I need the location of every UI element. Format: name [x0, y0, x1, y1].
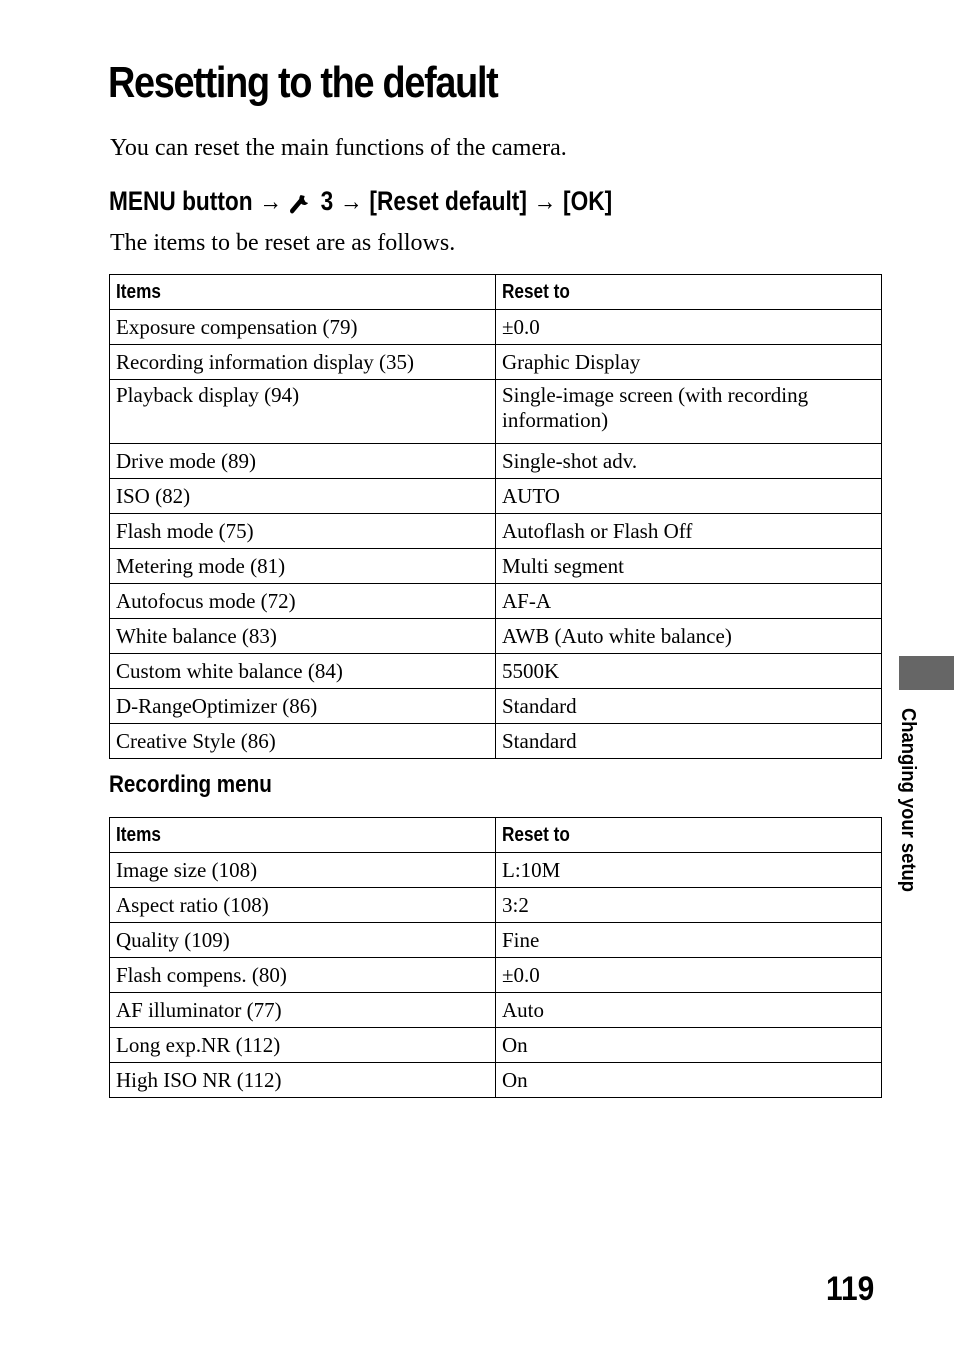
table-row: [110, 888, 882, 923]
reset-value-cell: Fine: [496, 923, 882, 958]
table-row: [110, 444, 882, 479]
recording-menu-heading: Recording menu: [109, 771, 272, 798]
item-cell: Quality (109): [110, 923, 496, 958]
reset-value-cell: Autoflash or Flash Off: [496, 514, 882, 549]
reset-value-cell: On: [496, 1028, 882, 1063]
item-cell: AF illuminator (77): [110, 993, 496, 1028]
reset-value-cell: Standard: [496, 689, 882, 724]
item-cell: Flash mode (75): [110, 514, 496, 549]
table-row: [110, 549, 882, 584]
arrow-icon: →: [533, 186, 557, 216]
table-row: [110, 584, 882, 619]
table-row: [110, 853, 882, 888]
item-cell: Metering mode (81): [110, 549, 496, 584]
reset-value-cell: L:10M: [496, 853, 882, 888]
table-row: [110, 689, 882, 724]
column-header-items: Items: [110, 275, 496, 310]
arrow-icon: →: [339, 186, 363, 216]
item-cell: Custom white balance (84): [110, 654, 496, 689]
menu-tab-number: 3: [320, 186, 334, 216]
item-cell: High ISO NR (112): [110, 1063, 496, 1098]
items-note: The items to be reset are as follows.: [110, 230, 456, 256]
table-row: [110, 619, 882, 654]
item-cell: Image size (108): [110, 853, 496, 888]
table-row: [110, 1028, 882, 1063]
item-cell: Playback display (94): [110, 380, 496, 444]
table-header-row: [110, 275, 882, 310]
recording-menu-table: [109, 817, 882, 1098]
table-row: [110, 514, 882, 549]
table-row: [110, 654, 882, 689]
section-tab-marker: [899, 656, 954, 690]
table-row: [110, 380, 882, 444]
table-row: [110, 479, 882, 514]
reset-value-cell: Single-shot adv.: [496, 444, 882, 479]
table-row: [110, 1063, 882, 1098]
item-cell: Recording information display (35): [110, 345, 496, 380]
menu-confirm-ok: [OK]: [563, 186, 613, 216]
reset-value-cell: On: [496, 1063, 882, 1098]
reset-items-table: [109, 274, 882, 759]
item-cell: Long exp.NR (112): [110, 1028, 496, 1063]
item-cell: ISO (82): [110, 479, 496, 514]
table-row: [110, 345, 882, 380]
item-cell: White balance (83): [110, 619, 496, 654]
column-header-reset-to: Reset to: [496, 818, 882, 853]
table-row: [110, 724, 882, 759]
item-cell: D-RangeOptimizer (86): [110, 689, 496, 724]
intro-text: You can reset the main functions of the camera.: [110, 135, 567, 161]
item-cell: Autofocus mode (72): [110, 584, 496, 619]
reset-value-cell: AUTO: [496, 479, 882, 514]
item-cell: Drive mode (89): [110, 444, 496, 479]
table-row: [110, 310, 882, 345]
reset-value-cell: ±0.0: [496, 958, 882, 993]
page-number: 119: [826, 1270, 875, 1308]
table-row: [110, 993, 882, 1028]
reset-value-cell: Single-image screen (with recording information): [496, 380, 882, 444]
column-header-reset-to: Reset to: [496, 275, 882, 310]
item-cell: Exposure compensation (79): [110, 310, 496, 345]
menu-item-reset-default: [Reset default]: [369, 186, 527, 216]
column-header-items: Items: [110, 818, 496, 853]
table-row: [110, 958, 882, 993]
menu-path: [109, 186, 612, 217]
reset-value-cell: AWB (Auto white balance): [496, 619, 882, 654]
item-cell: Flash compens. (80): [110, 958, 496, 993]
reset-value-cell: Standard: [496, 724, 882, 759]
section-side-label: Changing your setup: [897, 708, 919, 892]
item-cell: Aspect ratio (108): [110, 888, 496, 923]
table-row: [110, 923, 882, 958]
menu-button-label: MENU button: [109, 186, 253, 216]
reset-value-cell: Graphic Display: [496, 345, 882, 380]
reset-value-cell: ±0.0: [496, 310, 882, 345]
wrench-icon: [289, 189, 314, 215]
arrow-icon: →: [259, 186, 283, 216]
reset-value-cell: Auto: [496, 993, 882, 1028]
reset-value-cell: 5500K: [496, 654, 882, 689]
reset-value-cell: 3:2: [496, 888, 882, 923]
reset-value-cell: Multi segment: [496, 549, 882, 584]
reset-value-cell: AF-A: [496, 584, 882, 619]
page-title: Resetting to the default: [108, 58, 498, 107]
item-cell: Creative Style (86): [110, 724, 496, 759]
table-header-row: [110, 818, 882, 853]
